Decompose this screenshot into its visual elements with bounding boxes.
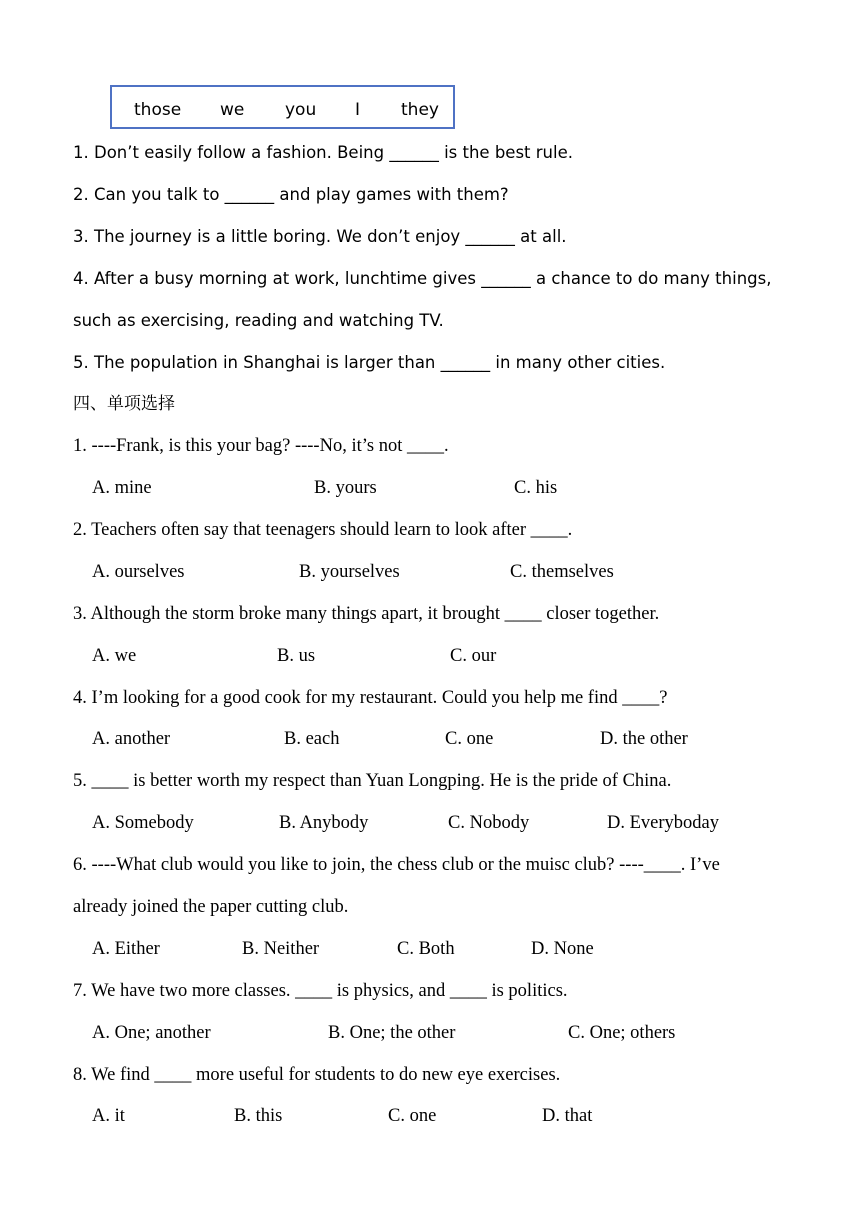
option: A. Either (92, 939, 160, 959)
word-bank-item: they (401, 100, 439, 120)
option: A. another (92, 729, 171, 749)
option: C. One; others (568, 1023, 676, 1043)
option: A. we (92, 646, 137, 666)
option: B. yours (314, 478, 377, 498)
option: D. the other (600, 729, 688, 749)
question-text: 1. ----Frank, is this your bag? ----No, it’s not ____. (73, 436, 449, 456)
word-bank-box (110, 85, 455, 129)
question-text: 6. ----What club would you like to join, the chess club or the muisc club? ----____. I’ve (73, 855, 720, 875)
option: A. mine (92, 478, 152, 498)
fill-blank-line: 5. The population in Shanghai is larger than ______ in many other cities. (73, 353, 666, 372)
option: B. One; the other (328, 1023, 456, 1043)
option: B. each (284, 729, 340, 749)
word-bank-item: I (355, 100, 361, 120)
option: D. that (542, 1106, 593, 1126)
option: A. ourselves (92, 562, 185, 582)
option: A. Somebody (92, 813, 194, 833)
question-text: 2. Teachers often say that teenagers should learn to look after ____. (73, 520, 573, 540)
option: B. yourselves (299, 562, 400, 582)
fill-blank-line: 3. The journey is a little boring. We don’t enjoy ______ at all. (73, 227, 567, 246)
option: D. Everyboday (607, 813, 719, 833)
question-text: 8. We find ____ more useful for students to do new eye exercises. (73, 1065, 561, 1085)
word-bank-item: you (285, 100, 317, 120)
option: B. Neither (242, 939, 320, 959)
section-title: 四、单项选择 (73, 394, 175, 414)
option: A. it (92, 1106, 125, 1126)
option: B. this (234, 1106, 283, 1126)
question-text: 7. We have two more classes. ____ is physics, and ____ is politics. (73, 981, 568, 1001)
option: D. None (531, 939, 594, 959)
option: C. Nobody (448, 813, 530, 833)
question-text-continued: already joined the paper cutting club. (73, 897, 349, 917)
question-text: 5. ____ is better worth my respect than Yuan Longping. He is the pride of China. (73, 771, 672, 791)
option: A. One; another (92, 1023, 211, 1043)
option: C. one (445, 729, 494, 749)
fill-blank-line: 1. Don’t easily follow a fashion. Being ______ is the best rule. (73, 143, 573, 162)
word-bank-item: those (134, 100, 182, 120)
option: C. one (388, 1106, 437, 1126)
option: C. our (450, 646, 497, 666)
fill-blank-line: 2. Can you talk to ______ and play games with them? (73, 185, 509, 204)
question-text: 4. I’m looking for a good cook for my restaurant. Could you help me find ____? (73, 688, 668, 708)
fill-blank-line: 4. After a busy morning at work, lunchtime gives ______ a chance to do many things, (73, 269, 772, 288)
option: B. us (277, 646, 316, 666)
option: C. themselves (510, 562, 614, 582)
option: C. Both (397, 939, 455, 959)
question-text: 3. Although the storm broke many things apart, it brought ____ closer together. (73, 604, 660, 624)
option: B. Anybody (279, 813, 369, 833)
option: C. his (514, 478, 558, 498)
fill-blank-line: such as exercising, reading and watching TV. (73, 311, 444, 330)
word-bank-item: we (220, 100, 245, 120)
